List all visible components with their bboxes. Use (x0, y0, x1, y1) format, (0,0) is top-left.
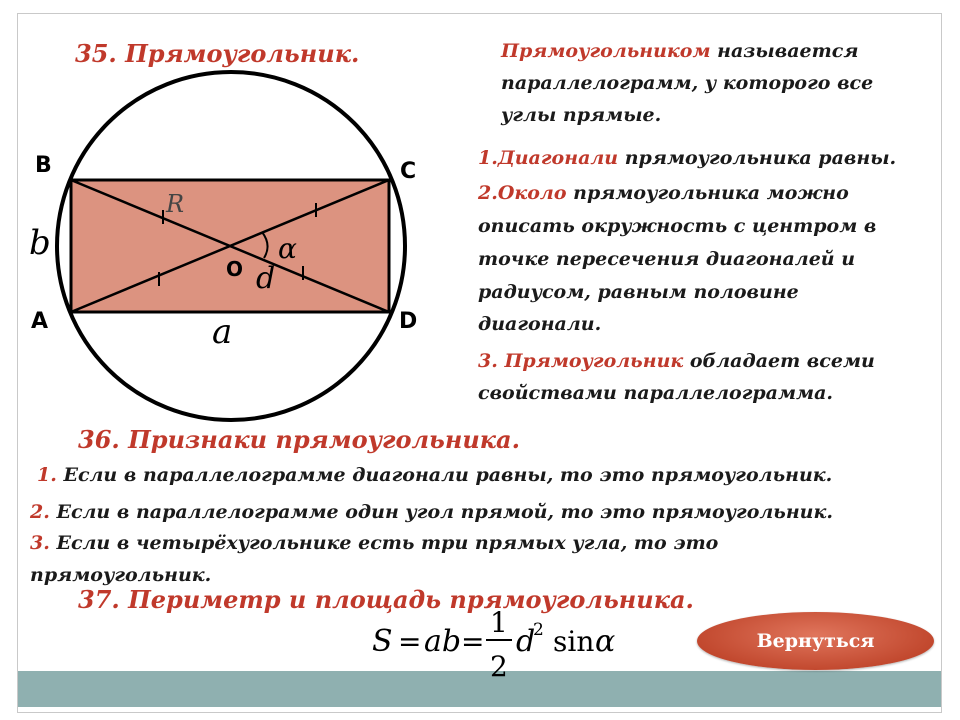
label-radius: R (166, 190, 185, 218)
property-3-rest: обладает всеми (683, 350, 875, 372)
property-2-term: Около (497, 182, 567, 204)
label-diagonal: d (256, 261, 276, 296)
formula-d: d (516, 624, 536, 659)
property-3-term: Прямоугольник (497, 350, 684, 372)
label-vertex-d: D (399, 309, 418, 334)
property-2-num: 2. (478, 182, 498, 204)
formula-eq-1: = (398, 625, 422, 658)
property-2-rest: прямоугольника можно (566, 182, 849, 204)
property-2-line-2: описать окружность с центром в (478, 215, 877, 237)
property-3-num: 3. (478, 350, 498, 372)
section-36-title: 36. Признаки прямоугольника. (78, 425, 520, 454)
definition-line-2: параллелограмм, у которого все (501, 72, 874, 94)
property-1-num: 1. (478, 147, 498, 169)
formula-numerator: 1 (490, 606, 508, 639)
section-37-title: 37. Периметр и площадь прямоугольника. (78, 585, 694, 614)
sign-2-text: Если в параллелограмме один угол прямой, то это прямоугольник. (49, 501, 833, 523)
formula-exponent: 2 (533, 620, 544, 640)
sign-3-num: 3. (30, 532, 50, 554)
label-side-a: a (212, 312, 233, 352)
label-side-b: b (29, 223, 51, 263)
definition-term: Прямоугольником (501, 40, 711, 62)
formula-alpha: α (595, 624, 616, 659)
label-alpha: α (278, 232, 297, 265)
property-1 (478, 147, 896, 170)
sign-1 (37, 464, 832, 487)
property-2-line-1 (478, 182, 849, 205)
formula-sin: sin (553, 625, 595, 658)
back-button[interactable]: Вернуться (697, 612, 934, 670)
label-vertex-a: A (31, 309, 49, 334)
property-1-rest: прямоугольника равны. (618, 147, 897, 169)
label-vertex-c: C (400, 159, 417, 184)
property-3-line-1 (478, 350, 875, 373)
sign-2-num: 2. (30, 501, 50, 523)
definition-line-1 (501, 40, 858, 63)
sign-1-text: Если в параллелограмме диагонали равны, то это прямоугольник. (56, 464, 833, 486)
sign-3-line-2: прямоугольник. (30, 564, 212, 586)
sign-3-text: Если в четырёхугольнике есть три прямых угла, то это (49, 532, 719, 554)
definition-line-3: углы прямые. (501, 104, 662, 126)
formula-denominator: 2 (490, 650, 508, 683)
property-2-line-3: точке пересечения диагоналей и (478, 248, 856, 270)
label-center: O (226, 257, 244, 281)
property-2-line-5: диагонали. (478, 313, 602, 335)
property-2-line-4: радиусом, равным половине (478, 281, 799, 303)
formula-lhs: S (372, 624, 393, 659)
property-1-term: Диагонали (497, 147, 619, 169)
sign-3-line-1 (30, 532, 718, 555)
sign-2 (30, 501, 833, 524)
section-35-title: 35. Прямоугольник. (75, 39, 360, 68)
property-3-line-2: свойствами параллелограмма. (478, 382, 834, 404)
formula-ab: ab (424, 624, 462, 659)
sign-1-num: 1. (37, 464, 57, 486)
label-vertex-b: B (35, 153, 52, 178)
formula-eq-2: = (461, 625, 485, 658)
definition-rest: называется (710, 40, 859, 62)
